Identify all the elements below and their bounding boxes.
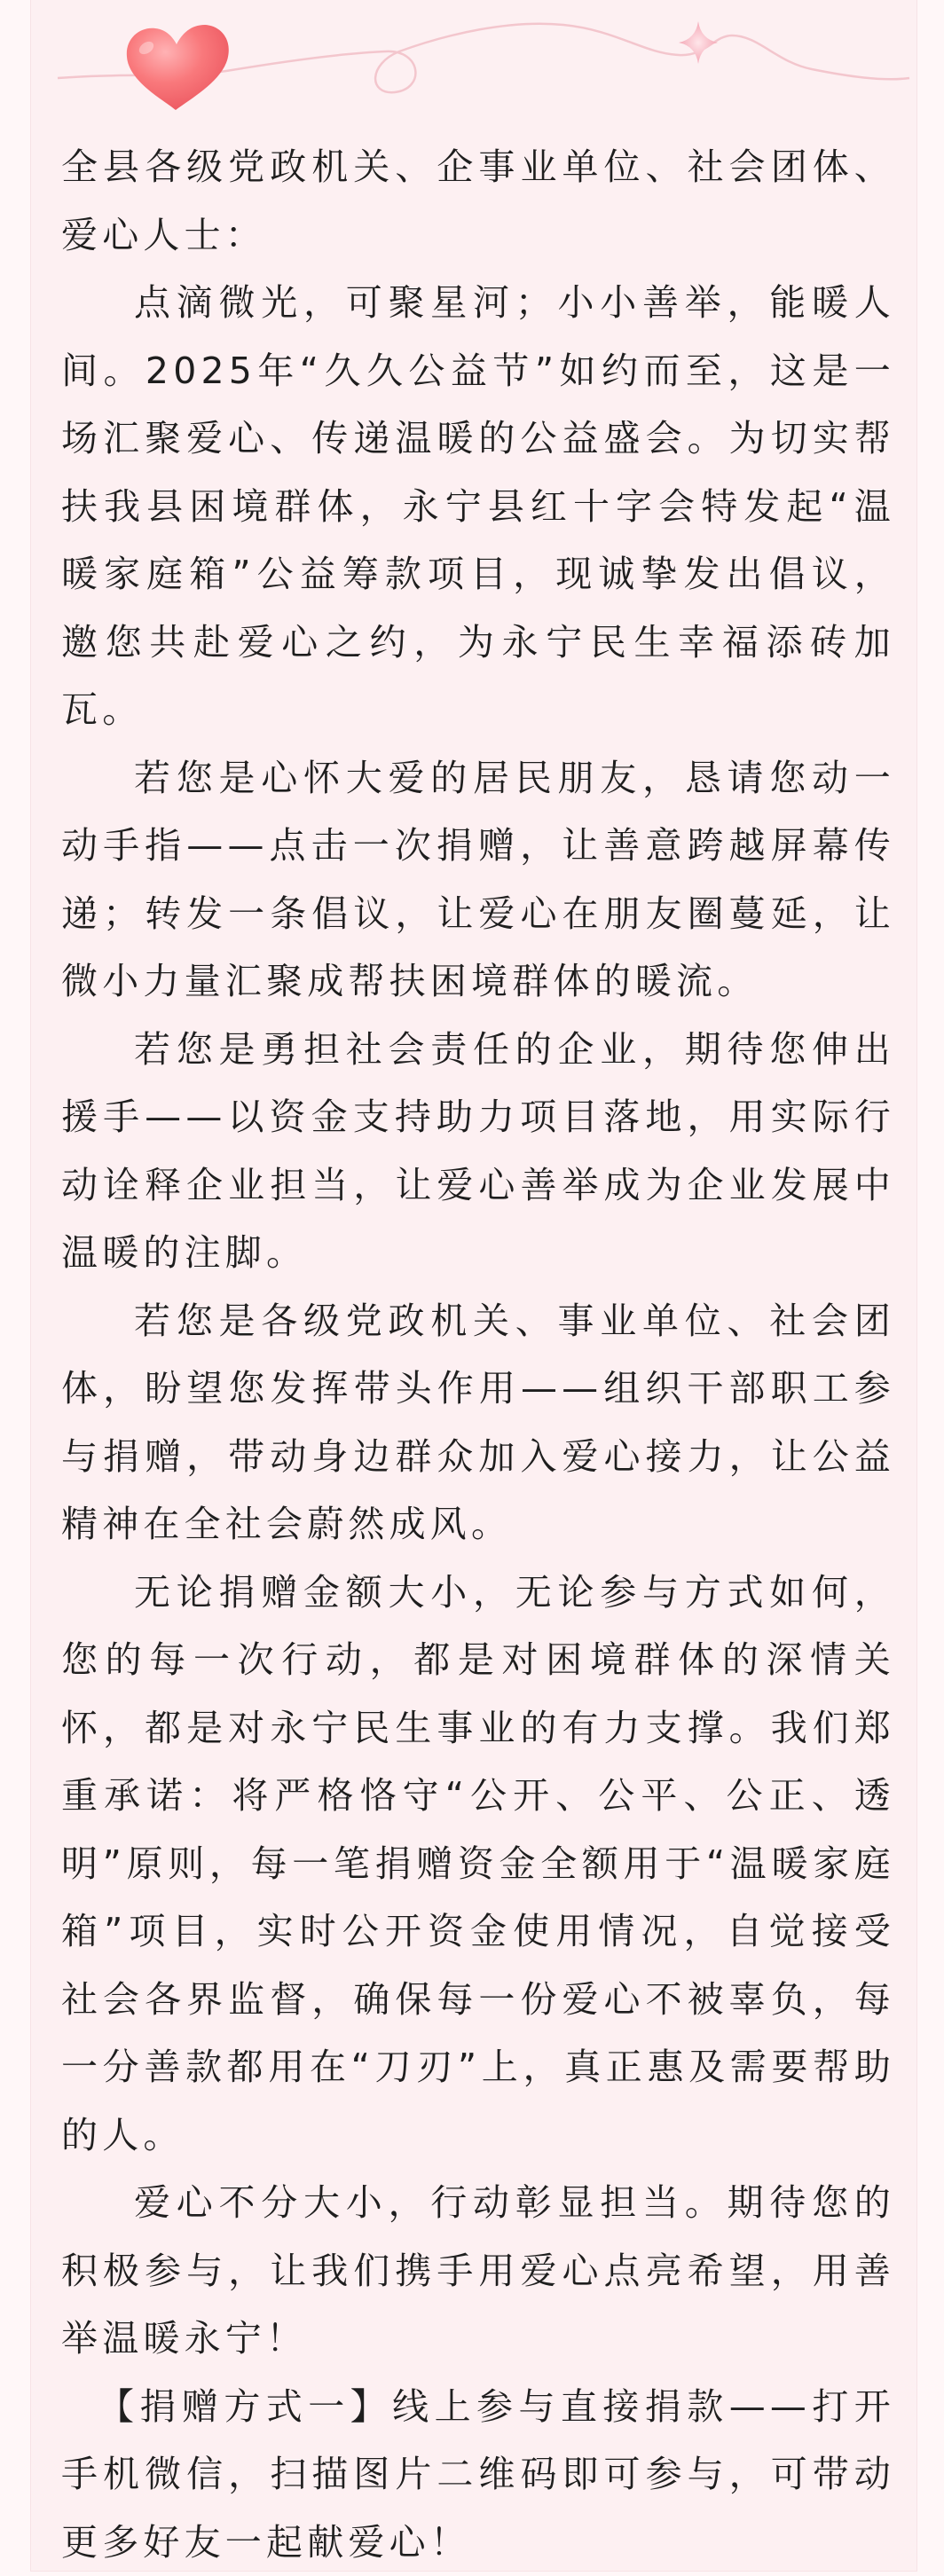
salutation: 全县各级党政机关、企事业单位、社会团体、爱心人士： (61, 133, 895, 269)
paragraph: 若您是勇担社会责任的企业，期待您伸出援手——以资金支持助力项目落地，用实际行动诠释企业担当，让爱心善举成为企业发展中温暖的注脚。 (61, 1016, 895, 1287)
donation-method: 【捐赠方式一】线上参与直接捐款——打开手机微信，扫描图片二维码即可参与，可带动更多好友一起献爱心！ (61, 2373, 895, 2576)
sparkle-icon (679, 21, 718, 64)
paragraph: 若您是各级党政机关、事业单位、社会团体，盼望您发挥带头作用——组织干部职工参与捐赠，带动身边群众加入爱心接力，让公益精神在全社会蔚然成风。 (61, 1287, 895, 1559)
paragraph: 若您是心怀大爱的居民朋友，恳请您动一动手指——点击一次捐赠，让善意跨越屏幕传递；转发一条倡议，让爱心在朋友圈蔓延，让微小力量汇聚成帮扶困境群体的暖流。 (61, 744, 895, 1016)
paragraph: 无论捐赠金额大小，无论参与方式如何，您的每一次行动，都是对困境群体的深情关怀，都是对永宁民生事业的有力支撑。我们郑重承诺：将严格恪守“公开、公平、公正、透明”原则，每一笔捐赠资金全额用于“温暖家庭箱”项目，实时公开资金使用情况，自觉接受社会各界监督，确保每一份爱心不被辜负，每一分善款都用在“刀刃”上，真正惠及需要帮助的人。 (61, 1559, 895, 2170)
paragraph: 点滴微光，可聚星河；小小善举，能暖人间。2025年“久久公益节”如约而至，这是一场汇聚爱心、传递温暖的公益盛会。为切实帮扶我县困境群体，永宁县红十字会特发起“温暖家庭箱”公益筹款项目，现诚挚发出倡议，邀您共赴爱心之约，为永宁民生幸福添砖加瓦。 (61, 269, 895, 744)
article-page (31, 0, 916, 2571)
paragraph: 爱心不分大小，行动彰显担当。期待您的积极参与，让我们携手用爱心点亮希望，用善举温暖永宁！ (61, 2169, 895, 2373)
letter-body (61, 133, 895, 2576)
header-decoration (31, 0, 916, 133)
decorative-header (31, 0, 916, 133)
heart-icon (127, 25, 229, 110)
